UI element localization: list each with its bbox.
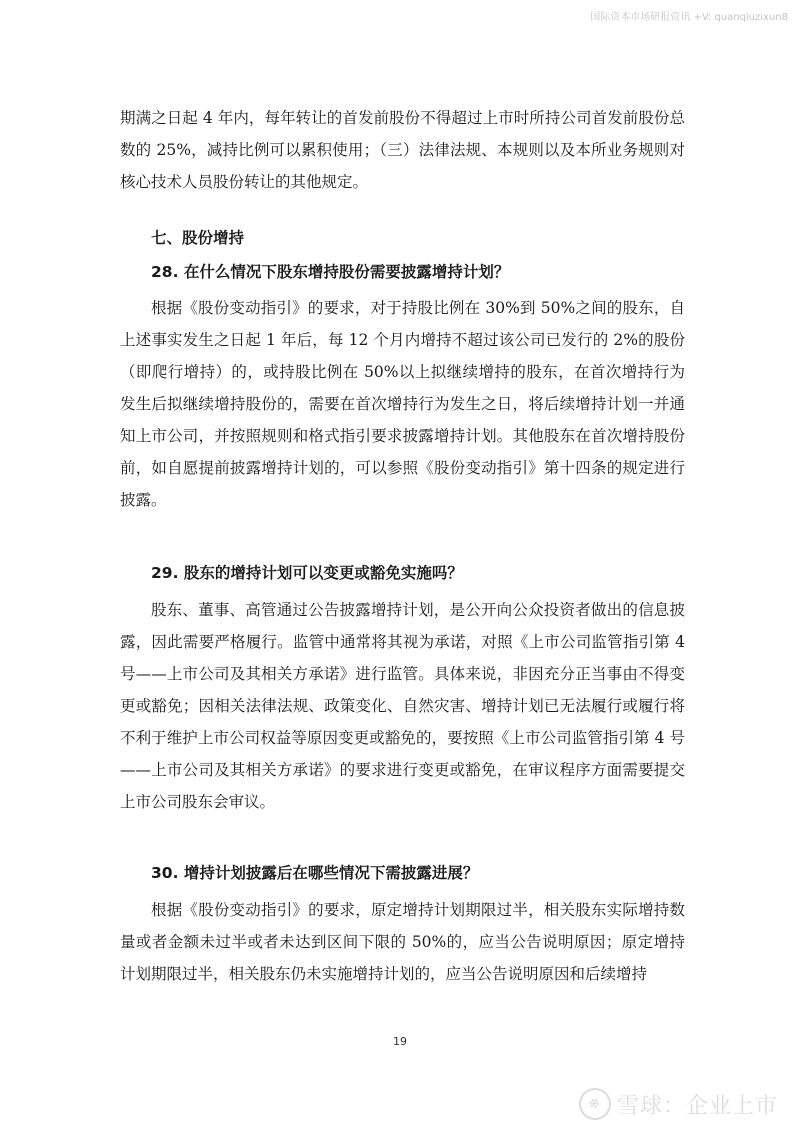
question-29-heading: 29. 股东的增持计划可以变更或豁免实施吗？ bbox=[151, 564, 463, 582]
brand-watermark bbox=[579, 1088, 778, 1120]
watermark-text: 国际资本市场研报资讯 +V: quanqiuzixun8 bbox=[590, 12, 788, 23]
question-28-heading: 28. 在什么情况下股东增持股份需要披露增持计划？ bbox=[151, 263, 510, 281]
brand-text: 雪球：企业上市 bbox=[616, 1093, 778, 1119]
page-number: 19 bbox=[393, 1035, 407, 1048]
question-30-heading: 30. 增持计划披露后在哪些情况下需披露进展？ bbox=[151, 864, 479, 882]
section-heading: 七、股份增持 bbox=[151, 229, 245, 247]
answer-28-paragraph: 根据《股份变动指引》的要求，对于持股比例在 30%到 50%之间的股东，自上述事实发生之日起 1 年后，每 12 个月内增持不超过该公司已发行的 2%的股份（即爬行增持）的，或持股比例在 50%以上拟继续增持的股东，在首次增持行为发生后拟继续增持股份的，需要在首次增持行为发生之日，将后续增持计划一并通知上市公司，并按照规则和格式指引要求披露增持计划。其他股东在首次增持股份前，如自愿提前披露增持计划的，可以参照《股份变动指引》第十四条的规定进行披露。 bbox=[120, 299, 685, 509]
paragraph-continued: 期满之日起 4 年内，每年转让的首发前股份不得超过上市时所持公司首发前股份总数的 25%，减持比例可以累积使用；（三）法律法规、本规则以及本所业务规则对核心技术人员股份转让的其他规定。 bbox=[120, 109, 685, 191]
answer-29-paragraph: 股东、董事、高管通过公告披露增持计划，是公开向公众投资者做出的信息披露，因此需要严格履行。监管中通常将其视为承诺，对照《上市公司监管指引第 4 号——上市公司及其相关方承诺》进行监管。具体来说，非因充分正当事由不得变更或豁免；因相关法律法规、政策变化、自然灾害、增持计划已无法履行或履行将不利于维护上市公司权益等原因变更或豁免的，要按照《上市公司监管指引第 4 号——上市公司及其相关方承诺》的要求进行变更或豁免，在审议程序方面需要提交上市公司股东会审议。 bbox=[120, 601, 685, 811]
answer-30-paragraph: 根据《股份变动指引》的要求，原定增持计划期限过半，相关股东实际增持数量或者金额未过半或者未达到区间下限的 50%的，应当公告说明原因；原定增持计划期限过半，相关股东仍未实施增持计划的，应当公告说明原因和后续增持 bbox=[120, 901, 685, 983]
snowball-logo-icon: ❄ bbox=[574, 1083, 615, 1124]
